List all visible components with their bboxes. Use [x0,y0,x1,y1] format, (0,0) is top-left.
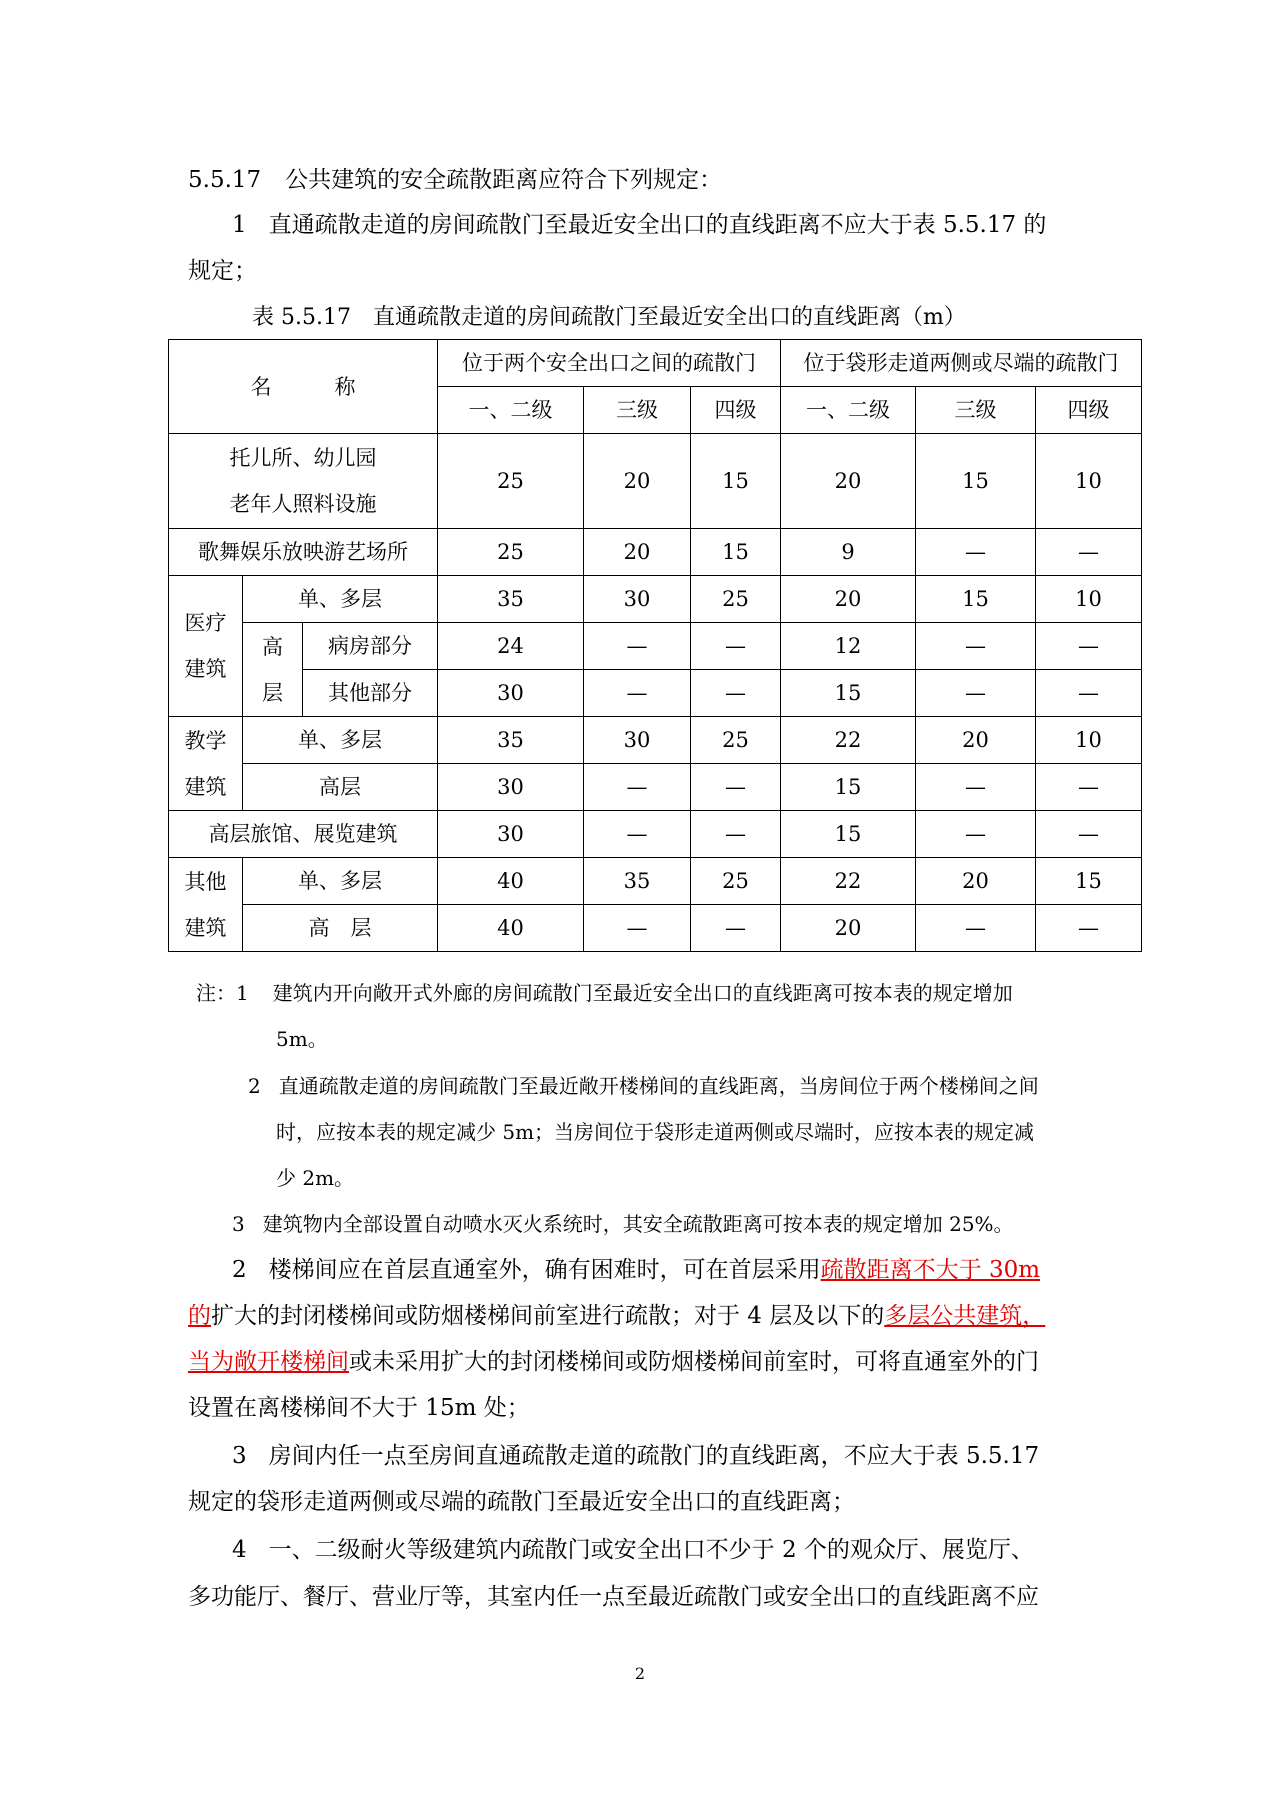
cell: — [691,811,781,858]
note-3-text: 建筑物内全部设置自动喷水灭火系统时，其安全疏散距离可按本表的规定增加 25%。 [262,1212,1014,1236]
highlighted-text: 当为敞开楼梯间 [188,1349,349,1375]
cell: 35 [438,717,584,764]
note-2-line-3: 少 2m。 [276,1166,355,1190]
cell: — [916,905,1036,952]
cell: — [1036,905,1142,952]
cell: — [916,529,1036,576]
highlighted-text: 多层公共建筑， [884,1303,1046,1329]
sub-header: 四级 [691,387,781,434]
row-label: 单、多层 [243,858,438,905]
cell: — [1036,811,1142,858]
cell: — [1036,623,1142,670]
cell: 35 [584,858,691,905]
table-row [169,764,1142,811]
item-3-line-1 [232,1441,1039,1471]
item-2-line-4: 设置在离楼梯间不大于 15m 处； [188,1395,530,1421]
item-2-line-3 [188,1347,1039,1377]
cell: 15 [691,434,781,529]
category-line: 教学 [184,728,227,753]
table-caption: 表 5.5.17 直通疏散走道的房间疏散门至最近安全出口的直线距离（m） [252,305,966,330]
item-2-text: 或未采用扩大的封闭楼梯间或防烟楼梯间前室时，可将直通室外的门 [349,1349,1039,1375]
sub-header: 三级 [584,387,691,434]
cell: 25 [438,529,584,576]
row-label: 病房部分 [303,623,438,670]
cell: 15 [691,529,781,576]
table-row [169,905,1142,952]
item-2-number: 2 [232,1257,247,1283]
sub-header: 四级 [1036,387,1142,434]
cell: 30 [438,811,584,858]
category-medical [169,576,243,717]
cell: 15 [916,576,1036,623]
cell: — [916,670,1036,717]
row-label: 其他部分 [303,670,438,717]
cell: 20 [781,576,916,623]
highlighted-text: 的 [188,1303,211,1329]
highlighted-text: 疏散距离不大于 30m [820,1257,1041,1283]
note-2-number: 2 [248,1074,261,1098]
cell: 40 [438,858,584,905]
table-row [169,434,1142,529]
item-1-text: 直通疏散走道的房间疏散门至最近安全出口的直线距离不应大于表 5.5.17 的 [268,212,1047,238]
note-2-line-1 [248,1071,1039,1101]
item-3-number: 3 [232,1443,247,1469]
cell: — [584,764,691,811]
item-4-line-2: 多功能厅、餐厅、营业厅等，其室内任一点至最近疏散门或安全出口的直线距离不应 [188,1584,1039,1610]
cell: — [1036,670,1142,717]
cell: 35 [438,576,584,623]
sub-header: 一、二级 [438,387,584,434]
cell: 30 [584,576,691,623]
cell: 30 [438,670,584,717]
category-line: 其他 [184,869,227,894]
subcategory-line: 高 [262,634,283,659]
note-3-number: 3 [232,1212,245,1236]
cell: 40 [438,905,584,952]
category-line: 医疗 [184,611,227,635]
item-2-text: 扩大的封闭楼梯间或防烟楼梯间前室进行疏散；对于 4 层及以下的 [211,1303,885,1329]
cell: 22 [781,717,916,764]
cell: 20 [584,434,691,529]
item-1-number: 1 [232,212,247,238]
cell: 25 [691,576,781,623]
cell: 22 [781,858,916,905]
header-dead-end: 位于袋形走道两侧或尽端的疏散门 [781,340,1142,387]
category-line: 建筑 [184,774,227,799]
category-line: 建筑 [184,657,227,681]
subcategory-high [243,623,303,717]
table-row [169,529,1142,576]
sub-header: 三级 [916,387,1036,434]
row-label-line: 老年人照料设施 [229,492,377,516]
row-label: 高层 [243,764,438,811]
item-4-text: 一、二级耐火等级建筑内疏散门或安全出口不少于 2 个的观众厅、展览厅、 [268,1537,1034,1563]
cell: 10 [1036,576,1142,623]
header-name: 名 称 [169,340,438,434]
item-4-line-1 [232,1535,1034,1565]
cell: 25 [438,434,584,529]
subcategory-line: 层 [262,680,283,705]
cell: — [691,623,781,670]
cell: 15 [781,764,916,811]
cell: 15 [1036,858,1142,905]
table-row [169,623,1142,670]
clause-heading [188,165,722,195]
row-label: 高层旅馆、展览建筑 [169,811,438,858]
category-teaching [169,717,243,811]
cell: — [1036,764,1142,811]
cell: 20 [781,434,916,529]
note-2-text: 直通疏散走道的房间疏散门至最近敞开楼梯间的直线距离，当房间位于两个楼梯间之间 [278,1074,1039,1098]
sub-header: 一、二级 [781,387,916,434]
row-label-line: 托儿所、幼儿园 [229,446,377,470]
item-4-number: 4 [232,1537,247,1563]
note-prefix: 注：1 [196,981,249,1005]
cell: — [916,764,1036,811]
cell: 25 [691,858,781,905]
cell: — [691,670,781,717]
cell: 30 [438,764,584,811]
item-1-line-1 [232,210,1046,240]
item-2-line-2 [188,1301,1045,1331]
item-2-text: 楼梯间应在首层直通室外，确有困难时，可在首层采用 [268,1257,821,1283]
cell: 20 [781,905,916,952]
note-1-text: 建筑内开向敞开式外廊的房间疏散门至最近安全出口的直线距离可按本表的规定增加 [272,981,1013,1005]
table-row [169,576,1142,623]
cell: — [1036,529,1142,576]
cell: 15 [781,811,916,858]
note-1-line-1 [196,978,1013,1008]
table-row [169,858,1142,905]
cell: — [584,811,691,858]
table-row [169,811,1142,858]
cell: — [584,905,691,952]
cell: 25 [691,717,781,764]
row-label: 高 层 [243,905,438,952]
row-label: 歌舞娱乐放映游艺场所 [169,529,438,576]
clause-number: 5.5.17 [188,167,262,193]
cell: 10 [1036,717,1142,764]
category-line: 建筑 [184,915,227,940]
item-2-line-1 [232,1255,1040,1285]
cell: 20 [916,858,1036,905]
table-row [169,717,1142,764]
cell: — [916,623,1036,670]
cell: — [691,905,781,952]
cell: — [584,623,691,670]
cell: 30 [584,717,691,764]
distance-table [168,339,1142,952]
table-row [169,670,1142,717]
item-1-line-2: 规定； [188,258,257,284]
cell: 15 [781,670,916,717]
cell: 10 [1036,434,1142,529]
category-others [169,858,243,952]
row-label: 单、多层 [243,717,438,764]
cell: — [584,670,691,717]
cell: — [691,764,781,811]
page-number: 2 [634,1664,646,1683]
note-3-line [232,1209,1014,1239]
clause-title: 公共建筑的安全疏散距离应符合下列规定： [285,167,723,193]
cell: 12 [781,623,916,670]
note-2-line-2: 时，应按本表的规定减少 5m；当房间位于袋形走道两侧或尽端时，应按本表的规定减 [276,1120,1035,1144]
item-3-text: 房间内任一点至房间直通疏散走道的疏散门的直线距离，不应大于表 5.5.17 [268,1443,1040,1469]
row-label: 单、多层 [243,576,438,623]
cell: — [916,811,1036,858]
cell: 20 [916,717,1036,764]
item-3-line-2: 规定的袋形走道两侧或尽端的疏散门至最近安全出口的直线距离； [188,1489,855,1515]
row-label [169,434,438,529]
cell: 20 [584,529,691,576]
header-between-exits: 位于两个安全出口之间的疏散门 [438,340,781,387]
cell: 9 [781,529,916,576]
cell: 15 [916,434,1036,529]
cell: 24 [438,623,584,670]
note-1-line-2: 5m。 [276,1027,328,1051]
